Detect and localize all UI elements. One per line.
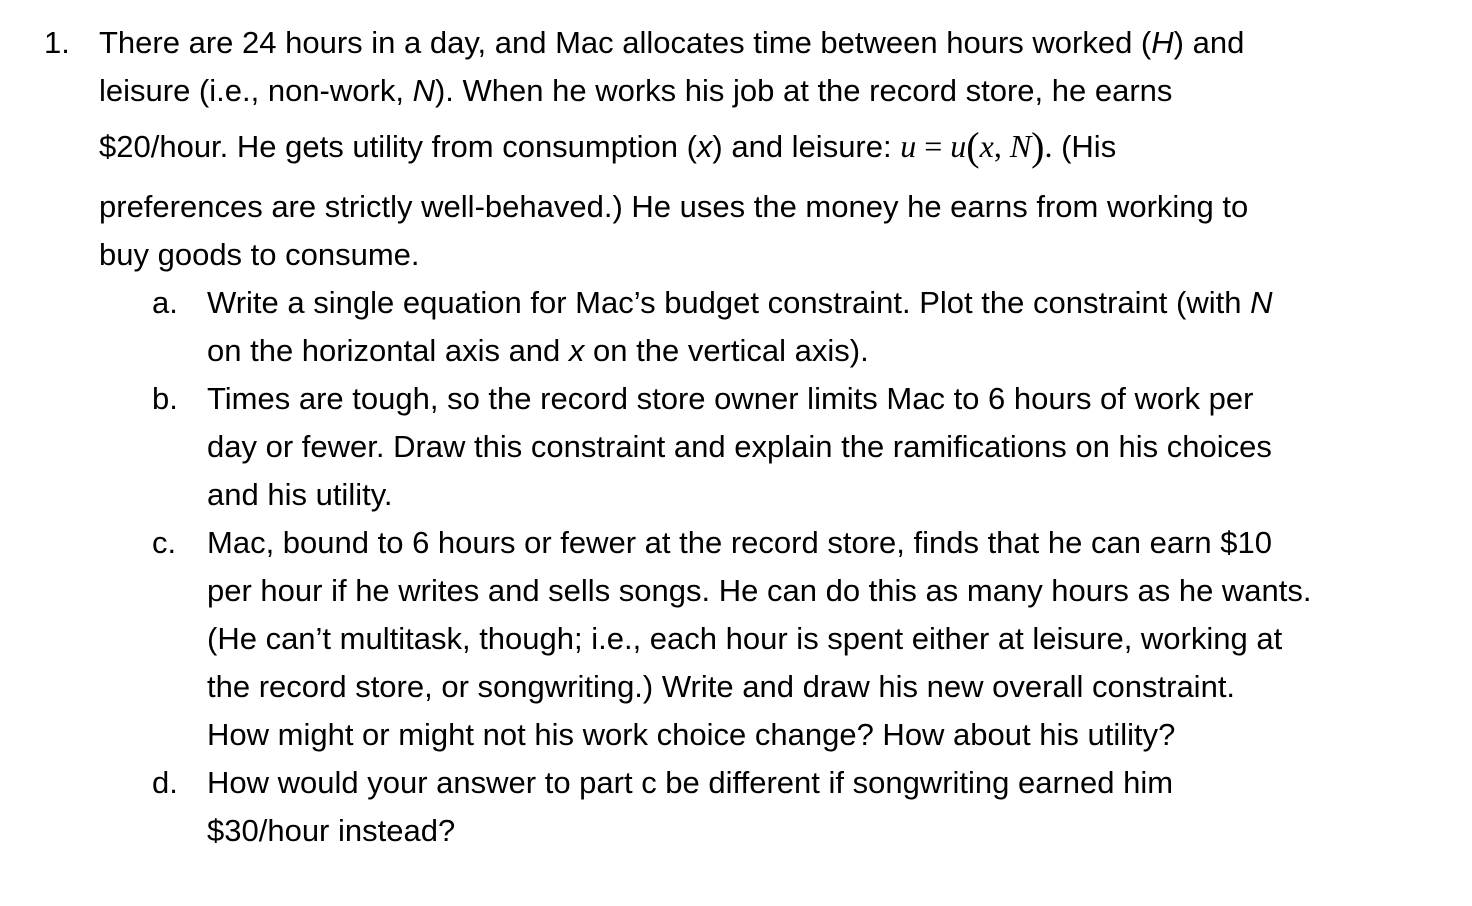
part-c-line-4: the record store, or songwriting.) Write and draw his new overall constraint. bbox=[207, 669, 1236, 704]
eq-open-paren: ( bbox=[966, 124, 980, 169]
intro-line-3-text-b: ) and leisure: bbox=[712, 129, 901, 164]
var-N: N bbox=[412, 73, 435, 108]
part-d-label: d. bbox=[152, 765, 178, 800]
var-x: x bbox=[696, 129, 713, 164]
part-c-line-1: Mac, bound to 6 hours or fewer at the record store, finds that he can earn $10 bbox=[207, 525, 1272, 560]
intro-line-3 bbox=[99, 122, 1116, 171]
eq-x: x bbox=[979, 128, 994, 164]
eq-u-func: u bbox=[950, 128, 967, 164]
part-a-var-x: x bbox=[568, 333, 585, 368]
eq-N: N bbox=[1009, 128, 1032, 164]
intro-line-5: buy goods to consume. bbox=[99, 237, 420, 272]
part-b-line-1: Times are tough, so the record store owner limits Mac to 6 hours of work per bbox=[207, 381, 1254, 416]
part-a-line-1 bbox=[207, 279, 1272, 327]
part-a-line-1-text: Write a single equation for Mac’s budget constraint. Plot the constraint (with bbox=[207, 285, 1251, 320]
intro-line-2-text-b: ). When he works his job at the record store, he earns bbox=[434, 73, 1173, 108]
part-a-line-2 bbox=[207, 327, 869, 375]
intro-line-1 bbox=[99, 19, 1244, 67]
eq-close-paren: ) bbox=[1031, 124, 1045, 169]
intro-line-1-text-b: ) and bbox=[1173, 25, 1245, 60]
part-a-line-2-text-b: on the vertical axis). bbox=[584, 333, 869, 368]
eq-equals: = bbox=[916, 128, 951, 164]
intro-line-2-text-a: leisure (i.e., non-work, bbox=[99, 73, 413, 108]
part-d-line-1: How would your answer to part c be different if songwriting earned him bbox=[207, 765, 1174, 800]
part-d-line-2: $30/hour instead? bbox=[207, 813, 456, 848]
part-b-line-3: and his utility. bbox=[207, 477, 393, 512]
part-a-var-N: N bbox=[1250, 285, 1273, 320]
part-c-line-5: How might or might not his work choice change? How about his utility? bbox=[207, 717, 1176, 752]
part-c-line-3: (He can’t multitask, though; i.e., each hour is spent either at leisure, working at bbox=[207, 621, 1283, 656]
part-c-label: c. bbox=[152, 525, 177, 560]
intro-line-4: preferences are strictly well-behaved.) He uses the money he earns from working to bbox=[99, 189, 1249, 224]
eq-u: u bbox=[900, 128, 917, 164]
intro-line-3-text-a: $20/hour. He gets utility from consumption ( bbox=[99, 129, 697, 164]
var-H: H bbox=[1151, 25, 1174, 60]
utility-equation bbox=[900, 124, 1053, 169]
part-b-line-2: day or fewer. Draw this constraint and explain the ramifications on his choices bbox=[207, 429, 1272, 464]
part-b-label: b. bbox=[152, 381, 178, 416]
part-a-label: a. bbox=[152, 285, 178, 320]
question-number: 1. bbox=[44, 25, 70, 60]
intro-line-2 bbox=[99, 67, 1172, 115]
eq-period: . bbox=[1044, 128, 1053, 164]
intro-line-1-text-a: There are 24 hours in a day, and Mac allocates time between hours worked ( bbox=[99, 25, 1152, 60]
intro-line-3-text-c: (His bbox=[1052, 129, 1117, 164]
part-c-line-2: per hour if he writes and sells songs. He can do this as many hours as he wants. bbox=[207, 573, 1312, 608]
part-a-line-2-text-a: on the horizontal axis and bbox=[207, 333, 569, 368]
eq-comma: , bbox=[993, 128, 1010, 164]
